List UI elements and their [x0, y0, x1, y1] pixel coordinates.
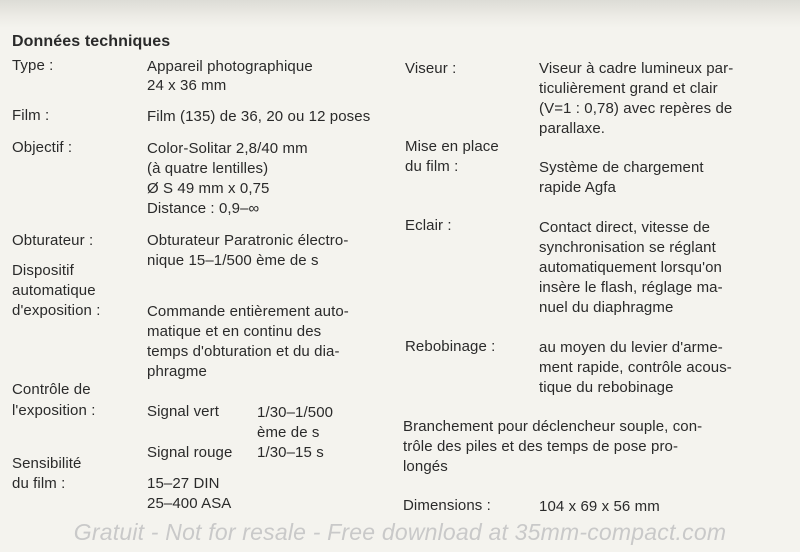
- dispositif-line-1: Commande entièrement auto-: [147, 303, 349, 320]
- viseur-line-3: (V=1 : 0,78) avec repères de: [539, 100, 733, 117]
- signal-rouge-value: 1/30–15 s: [257, 444, 324, 461]
- branchement-line-1: Branchement pour déclencheur souple, con-: [403, 418, 703, 435]
- page-title: Données techniques: [12, 33, 171, 50]
- rebobinage-label: Rebobinage :: [405, 338, 496, 355]
- type-line-1: Appareil photographique: [147, 58, 313, 75]
- eclair-line-5: nuel du diaphragme: [539, 299, 674, 316]
- type-line-2: 24 x 36 mm: [147, 77, 227, 94]
- dispositif-line-3: temps d'obturation et du dia-: [147, 343, 340, 360]
- sensibilite-label-2: du film :: [12, 475, 66, 492]
- signal-rouge-label: Signal rouge: [147, 444, 233, 461]
- type-label: Type :: [12, 57, 54, 74]
- page-top-edge: [0, 0, 800, 28]
- rebobinage-line-3: tique du rebobinage: [539, 379, 674, 396]
- signal-vert-label: Signal vert: [147, 403, 219, 420]
- obturateur-label: Obturateur :: [12, 232, 94, 249]
- eclair-line-2: synchronisation se réglant: [539, 239, 716, 256]
- dispositif-line-4: phragme: [147, 363, 207, 380]
- objectif-line-2: (à quatre lentilles): [147, 160, 269, 177]
- viseur-line-4: parallaxe.: [539, 120, 606, 137]
- dispositif-line-2: matique et en continu des: [147, 323, 322, 340]
- dimensions-label: Dimensions :: [403, 497, 491, 514]
- signal-vert-value-2: ème de s: [257, 424, 320, 441]
- sensibilite-label-1: Sensibilité: [12, 455, 82, 472]
- film-line-1: Film (135) de 36, 20 ou 12 poses: [147, 108, 371, 125]
- mise-en-place-line-1: Système de chargement: [539, 159, 704, 176]
- objectif-line-1: Color-Solitar 2,8/40 mm: [147, 140, 308, 157]
- eclair-label: Eclair :: [405, 217, 452, 234]
- branchement-line-3: longés: [403, 458, 448, 475]
- eclair-line-4: insère le flash, réglage ma-: [539, 279, 723, 296]
- sensibilite-line-1: 15–27 DIN: [147, 475, 220, 492]
- controle-label-1: Contrôle de: [12, 381, 91, 398]
- rebobinage-line-2: ment rapide, contrôle acous-: [539, 359, 732, 376]
- film-label: Film :: [12, 107, 50, 124]
- eclair-line-3: automatiquement lorsqu'on: [539, 259, 722, 276]
- mise-en-place-label-1: Mise en place: [405, 138, 499, 155]
- objectif-label: Objectif :: [12, 139, 73, 156]
- mise-en-place-line-2: rapide Agfa: [539, 179, 616, 196]
- dispositif-label-1: Dispositif: [12, 262, 74, 279]
- viseur-label: Viseur :: [405, 60, 457, 77]
- branchement-line-2: trôle des piles et des temps de pose pro-: [403, 438, 679, 455]
- watermark: Gratuit - Not for resale - Free download at 35mm-compact.com: [73, 519, 727, 545]
- dispositif-label-3: d'exposition :: [12, 302, 101, 319]
- viseur-line-2: ticulièrement grand et clair: [539, 80, 718, 97]
- obturateur-line-2: nique 15–1/500 ème de s: [147, 252, 319, 269]
- controle-label-2: l'exposition :: [12, 402, 96, 419]
- obturateur-line-1: Obturateur Paratronic électro-: [147, 232, 349, 249]
- rebobinage-line-1: au moyen du levier d'arme-: [539, 339, 723, 356]
- signal-vert-value-1: 1/30–1/500: [257, 404, 334, 421]
- objectif-line-3: Ø S 49 mm x 0,75: [147, 180, 270, 197]
- eclair-line-1: Contact direct, vitesse de: [539, 219, 711, 236]
- dispositif-label-2: automatique: [12, 282, 96, 299]
- sensibilite-line-2: 25–400 ASA: [147, 495, 232, 512]
- dimensions-value: 104 x 69 x 56 mm: [539, 498, 660, 515]
- objectif-line-4: Distance : 0,9–∞: [147, 200, 260, 217]
- mise-en-place-label-2: du film :: [405, 158, 459, 175]
- viseur-line-1: Viseur à cadre lumineux par-: [539, 60, 734, 77]
